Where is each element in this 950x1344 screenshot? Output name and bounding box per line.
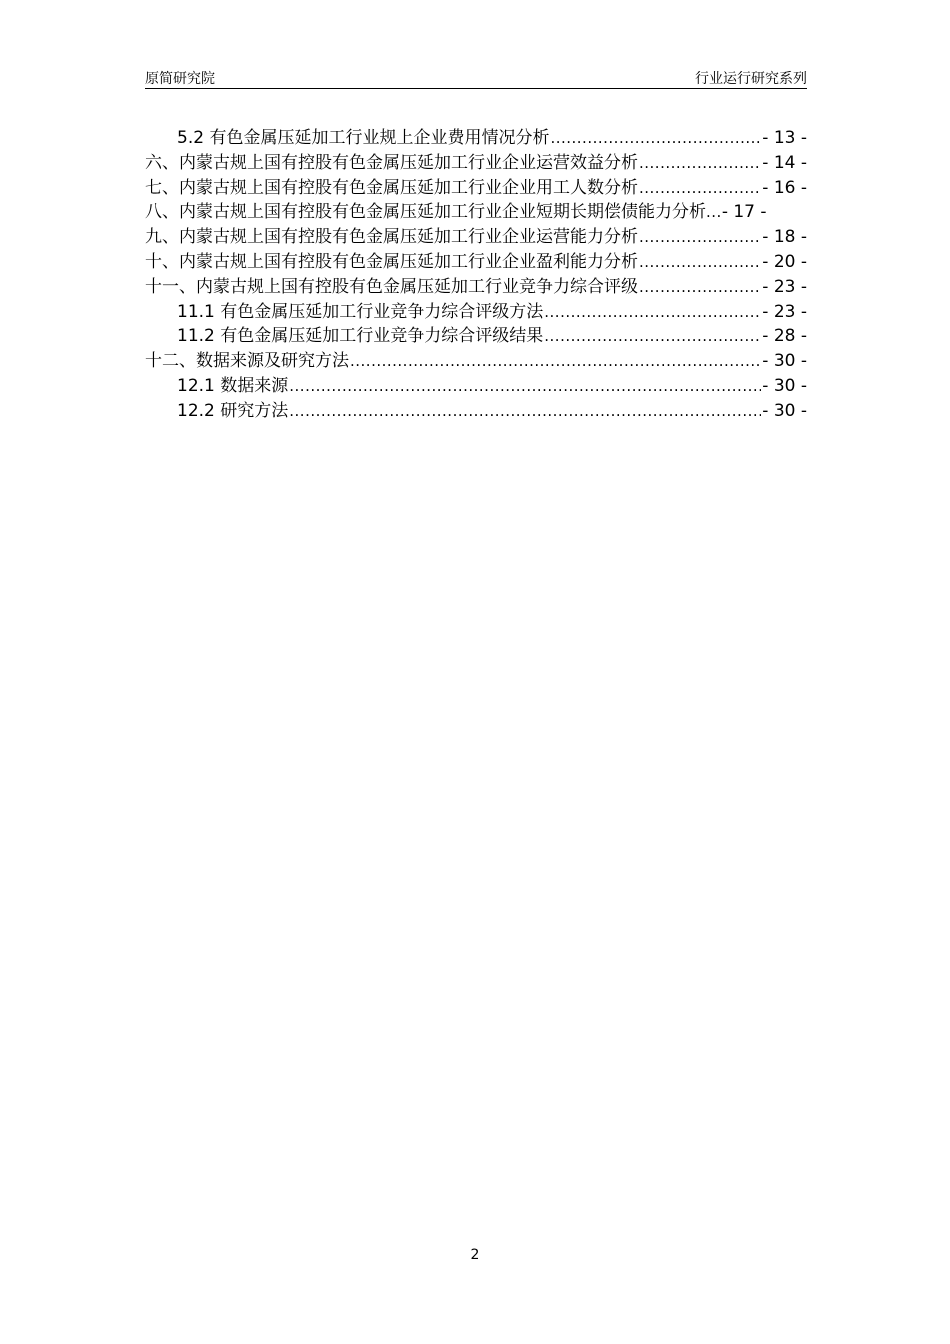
toc-entry-page: - 16 - [762,177,807,198]
toc-entry-page: - 23 - [762,276,807,297]
header-organization: 原简研究院 [145,71,215,87]
toc-entry-label: 5.2 有色金属压延加工行业规上企业费用情况分析 [177,128,550,148]
header-series-title: 行业运行研究系列 [695,71,807,87]
toc-entry[interactable] [145,200,807,225]
toc-entry[interactable] [145,225,807,250]
toc-leader-dots [639,225,761,250]
toc-entry-label: 八、内蒙古规上国有控股有色金属压延加工行业企业短期长期偿债能力分析 [145,202,706,223]
toc-entry-page: - 30 - [762,351,807,372]
toc-entry[interactable] [145,399,807,424]
page-header [145,66,807,89]
toc-entry-page: - 30 - [762,400,807,421]
toc-entry[interactable] [145,126,807,151]
toc-entry[interactable] [145,300,807,325]
toc-entry-label: 十二、数据来源及研究方法 [145,351,349,372]
toc-entry-page: - 30 - [762,375,807,396]
toc-leader-dots [550,126,761,151]
table-of-contents [145,126,807,424]
toc-leader-dots [289,399,761,424]
toc-leader-dots [639,151,761,176]
toc-entry-label: 11.2 有色金属压延加工行业竞争力综合评级结果 [177,326,544,347]
toc-entry[interactable] [145,349,807,374]
toc-entry[interactable] [145,151,807,176]
page-number: 2 [470,1247,480,1263]
toc-entry-label: 十一、内蒙古规上国有控股有色金属压延加工行业竞争力综合评级 [145,276,638,297]
toc-entry-page: - 14 - [762,152,807,173]
toc-leader-dots [289,374,761,399]
toc-entry[interactable] [145,374,807,399]
toc-entry-page: - 28 - [762,326,807,347]
toc-entry-page: - 23 - [762,301,807,322]
toc-entry-page: - 18 - [762,227,807,248]
toc-entry-label: 11.1 有色金属压延加工行业竞争力综合评级方法 [177,301,544,322]
toc-leader-dots [639,176,761,201]
toc-leader-dots [350,349,761,374]
toc-entry[interactable] [145,275,807,300]
toc-entry-page: - 20 - [762,251,807,272]
toc-leader-dots [544,300,761,325]
toc-leader-dots [639,250,761,275]
toc-entry-label: 六、内蒙古规上国有控股有色金属压延加工行业企业运营效益分析 [145,152,638,173]
toc-entry-label: 12.2 研究方法 [177,400,289,421]
toc-entry-label: 九、内蒙古规上国有控股有色金属压延加工行业企业运营能力分析 [145,227,638,248]
toc-entry-label: 十、内蒙古规上国有控股有色金属压延加工行业企业盈利能力分析 [145,251,638,272]
toc-entry[interactable] [145,324,807,349]
toc-leader-dots: ... [706,203,722,222]
toc-leader-dots [544,324,761,349]
toc-entry-label: 12.1 数据来源 [177,375,289,396]
toc-entry[interactable] [145,176,807,201]
toc-leader-dots [639,275,761,300]
toc-entry[interactable] [145,250,807,275]
toc-entry-label: 七、内蒙古规上国有控股有色金属压延加工行业企业用工人数分析 [145,177,638,198]
toc-entry-page: - 17 - [721,202,767,223]
toc-entry-page: - 13 - [762,128,807,148]
